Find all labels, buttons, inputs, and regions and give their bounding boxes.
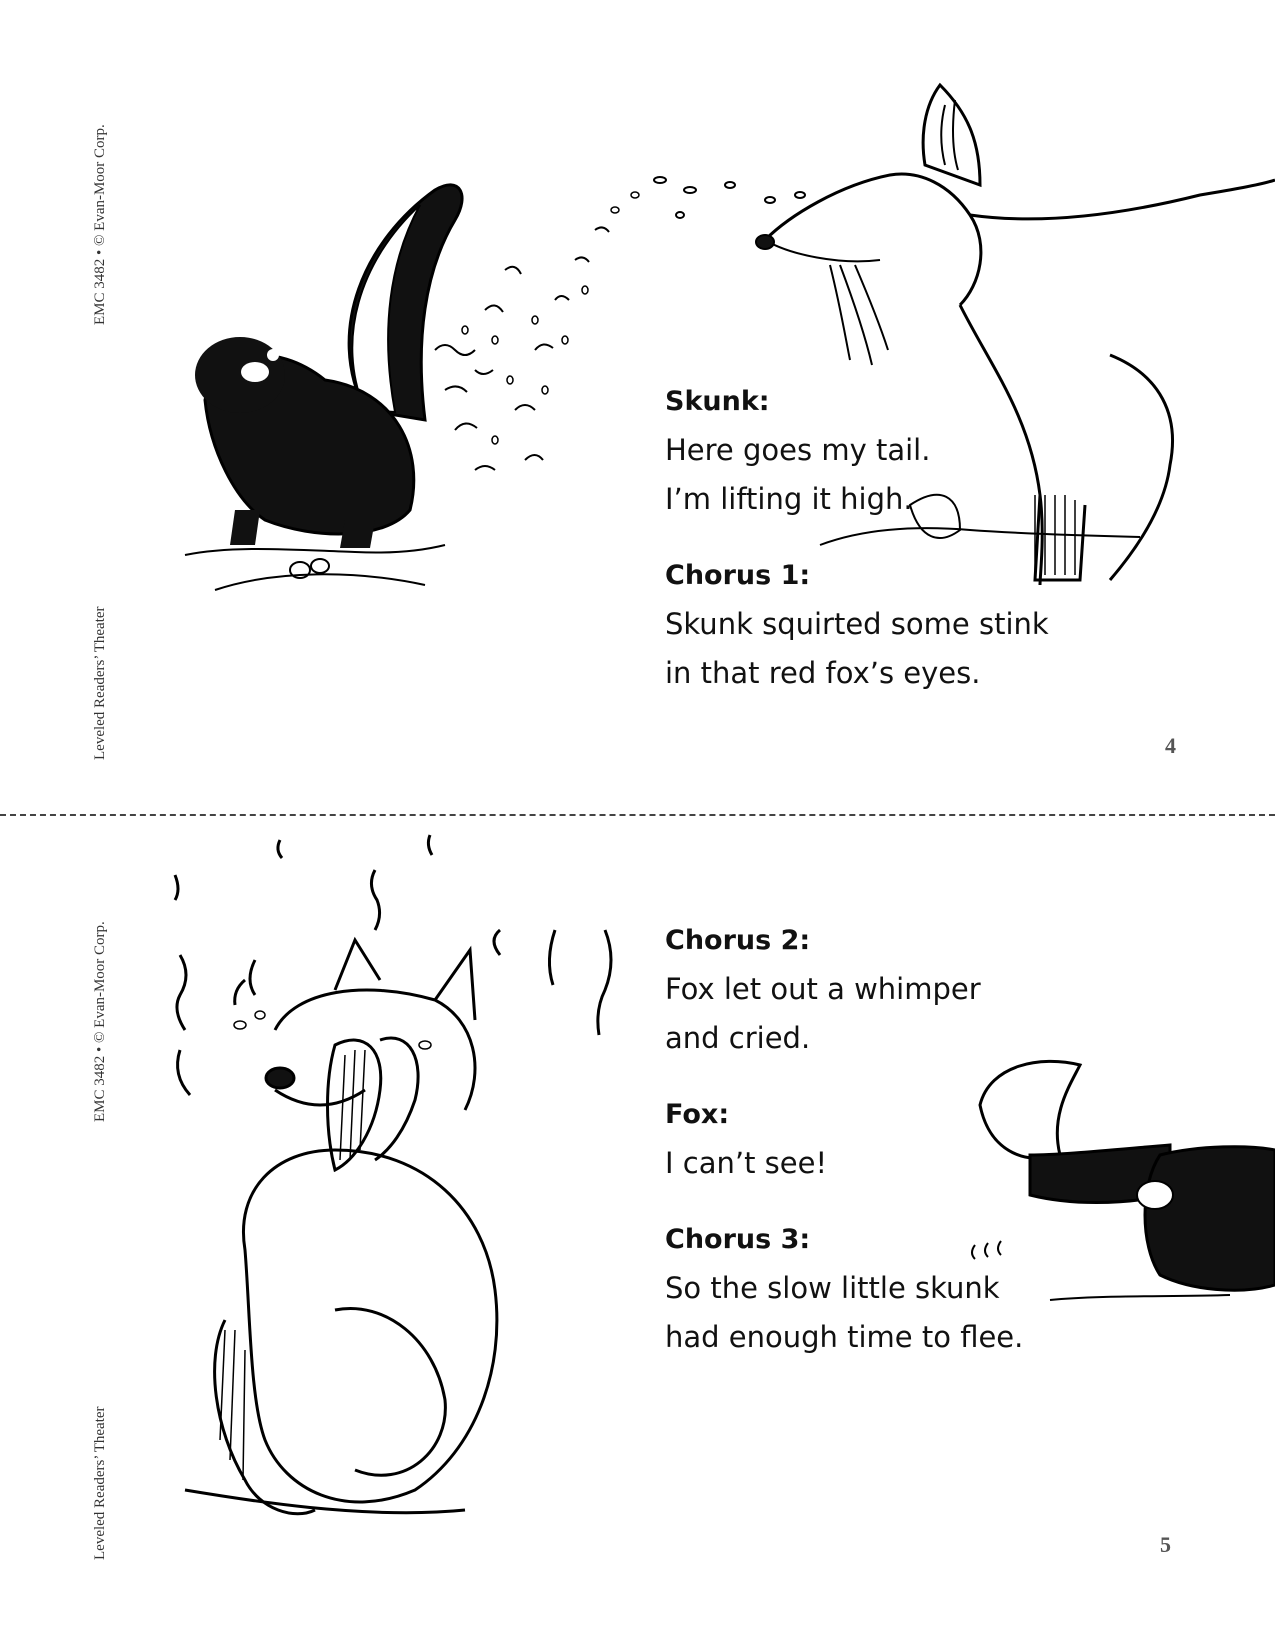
speaker-label: Chorus 3: (665, 1224, 811, 1255)
skunk-fleeing-illustration (970, 1045, 1275, 1315)
sidebar-series-top: Leveled Readers’ Theater (92, 606, 108, 760)
dialogue-line: and cried. (665, 1021, 811, 1055)
dialogue-line: I’m lifting it high. (665, 482, 913, 516)
page-4-text (665, 378, 1049, 698)
dialogue-line: in that red fox’s eyes. (665, 656, 981, 690)
speaker-label: Skunk: (665, 386, 770, 417)
page-number-5: 5 (1160, 1532, 1171, 1557)
skunk-spraying-illustration (175, 150, 655, 620)
dialogue-line: Skunk squirted some stink (665, 607, 1049, 641)
sidebar-code-top: EMC 3482 • © Evan-Moor Corp. (92, 124, 108, 325)
dialogue-line: I can’t see! (665, 1146, 828, 1180)
speaker-label: Chorus 2: (665, 925, 811, 956)
crying-fox-illustration (165, 830, 645, 1550)
speaker-label: Fox: (665, 1099, 730, 1130)
dialogue-line: Fox let out a whimper (665, 972, 981, 1006)
dialogue-line: Here goes my tail. (665, 433, 931, 467)
page-number-4: 4 (1165, 733, 1176, 758)
dialogue-line: So the slow little skunk (665, 1271, 1000, 1305)
sidebar-series-bottom: Leveled Readers’ Theater (92, 1406, 108, 1560)
dialogue-line: had enough time to flee. (665, 1320, 1024, 1354)
cut-line-divider (0, 814, 1275, 816)
sidebar-code-bottom: EMC 3482 • © Evan-Moor Corp. (92, 921, 108, 1122)
speaker-label: Chorus 1: (665, 560, 811, 591)
